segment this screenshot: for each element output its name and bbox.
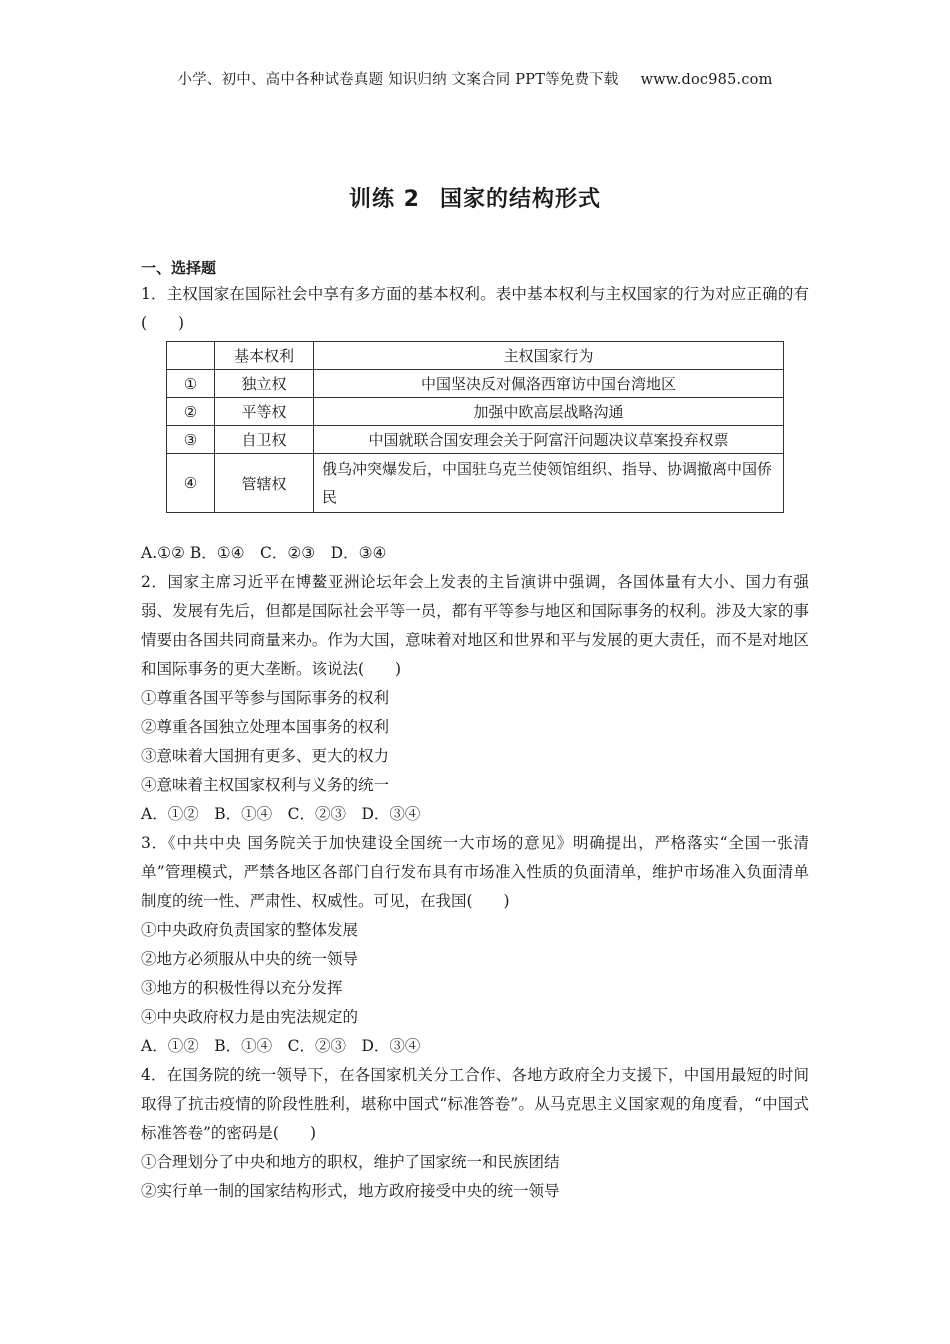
- question-2: [141, 568, 809, 829]
- question-1: [141, 280, 809, 568]
- question-4-item: ①合理划分了中央和地方的职权，维护了国家统一和民族团结: [141, 1153, 560, 1171]
- table-cell: ③: [167, 426, 215, 454]
- question-3-item: ②地方必须服从中央的统一领导: [141, 950, 359, 968]
- header-site-link[interactable]: www.doc985.com: [640, 72, 773, 88]
- question-3-options: A．①② B．①④ C．②③ D．③④: [141, 1037, 421, 1055]
- table-header-cell: [167, 342, 215, 370]
- question-1-options: A.①② B．①④ C．②③ D．③④: [141, 544, 387, 562]
- title-name: 国家的结构形式: [439, 187, 601, 212]
- table-header-cell: 主权国家行为: [314, 342, 784, 370]
- rights-table: [166, 341, 784, 513]
- exercise-content: [141, 256, 809, 1206]
- question-3-stem: 3．《中共中央 国务院关于加快建设全国统一大市场的意见》明确提出，严格落实“全国一张清单”管理模式，严禁各地区各部门自行发布具有市场准入性质的负面清单，维护市场准入负面清单制度的统一性、严肃性、权威性。可见，在我国( ): [141, 834, 809, 910]
- question-3-item: ④中央政府权力是由宪法规定的: [141, 1008, 359, 1026]
- table-cell: 中国就联合国安理会关于阿富汗问题决议草案投弃权票: [314, 426, 784, 454]
- table-cell: 独立权: [215, 370, 314, 398]
- page-title: [0, 182, 950, 213]
- table-cell: 管辖权: [215, 454, 314, 513]
- question-2-stem: 2．国家主席习近平在博鳌亚洲论坛年会上发表的主旨演讲中强调，各国体量有大小、国力有强弱、发展有先后，但都是国际社会平等一员，都有平等参与地区和国际事务的权利。涉及大家的事情要由各国共同商量来办。作为大国，意味着对地区和世界和平与发展的更大责任，而不是对地区和国际事务的更大垄断。该说法( ): [141, 573, 809, 678]
- question-4-item: ②实行单一制的国家结构形式，地方政府接受中央的统一领导: [141, 1182, 560, 1200]
- table-cell: ④: [167, 454, 215, 513]
- question-2-item: ④意味着主权国家权利与义务的统一: [141, 776, 390, 794]
- table-row: [167, 370, 784, 398]
- table-cell: 中国坚决反对佩洛西窜访中国台湾地区: [314, 370, 784, 398]
- question-4-stem: 4．在国务院的统一领导下，在各国家机关分工合作、各地方政府全力支援下，中国用最短的时间取得了抗击疫情的阶段性胜利，堪称中国式“标准答卷”。从马克思主义国家观的角度看，“中国式标准答卷”的密码是( ): [141, 1066, 809, 1142]
- table-row: [167, 426, 784, 454]
- question-2-item: ③意味着大国拥有更多、更大的权力: [141, 747, 390, 765]
- question-3-item: ①中央政府负责国家的整体发展: [141, 921, 359, 939]
- table-row: [167, 398, 784, 426]
- question-4: [141, 1061, 809, 1206]
- section-heading: 一、选择题: [141, 259, 217, 277]
- question-3: [141, 829, 809, 1061]
- table-cell: 俄乌冲突爆发后，中国驻乌克兰使领馆组织、指导、协调撤离中国侨民: [314, 454, 784, 513]
- table-row: [167, 454, 784, 513]
- header-text: 小学、初中、高中各种试卷真题 知识归纳 文案合同 PPT等免费下载: [177, 72, 619, 88]
- table-cell: ②: [167, 398, 215, 426]
- question-2-item: ①尊重各国平等参与国际事务的权利: [141, 689, 390, 707]
- table-cell: 自卫权: [215, 426, 314, 454]
- table-cell: 加强中欧高层战略沟通: [314, 398, 784, 426]
- table-cell: 平等权: [215, 398, 314, 426]
- table-header-cell: 基本权利: [215, 342, 314, 370]
- question-1-stem: 1．主权国家在国际社会中享有多方面的基本权利。表中基本权利与主权国家的行为对应正确的有( ): [141, 285, 809, 332]
- page-header: [0, 68, 950, 89]
- table-cell: ①: [167, 370, 215, 398]
- question-2-item: ②尊重各国独立处理本国事务的权利: [141, 718, 390, 736]
- table-header-row: [167, 342, 784, 370]
- title-label: 训练 2: [349, 187, 420, 212]
- question-2-options: A．①② B．①④ C．②③ D．③④: [141, 805, 421, 823]
- question-3-item: ③地方的积极性得以充分发挥: [141, 979, 343, 997]
